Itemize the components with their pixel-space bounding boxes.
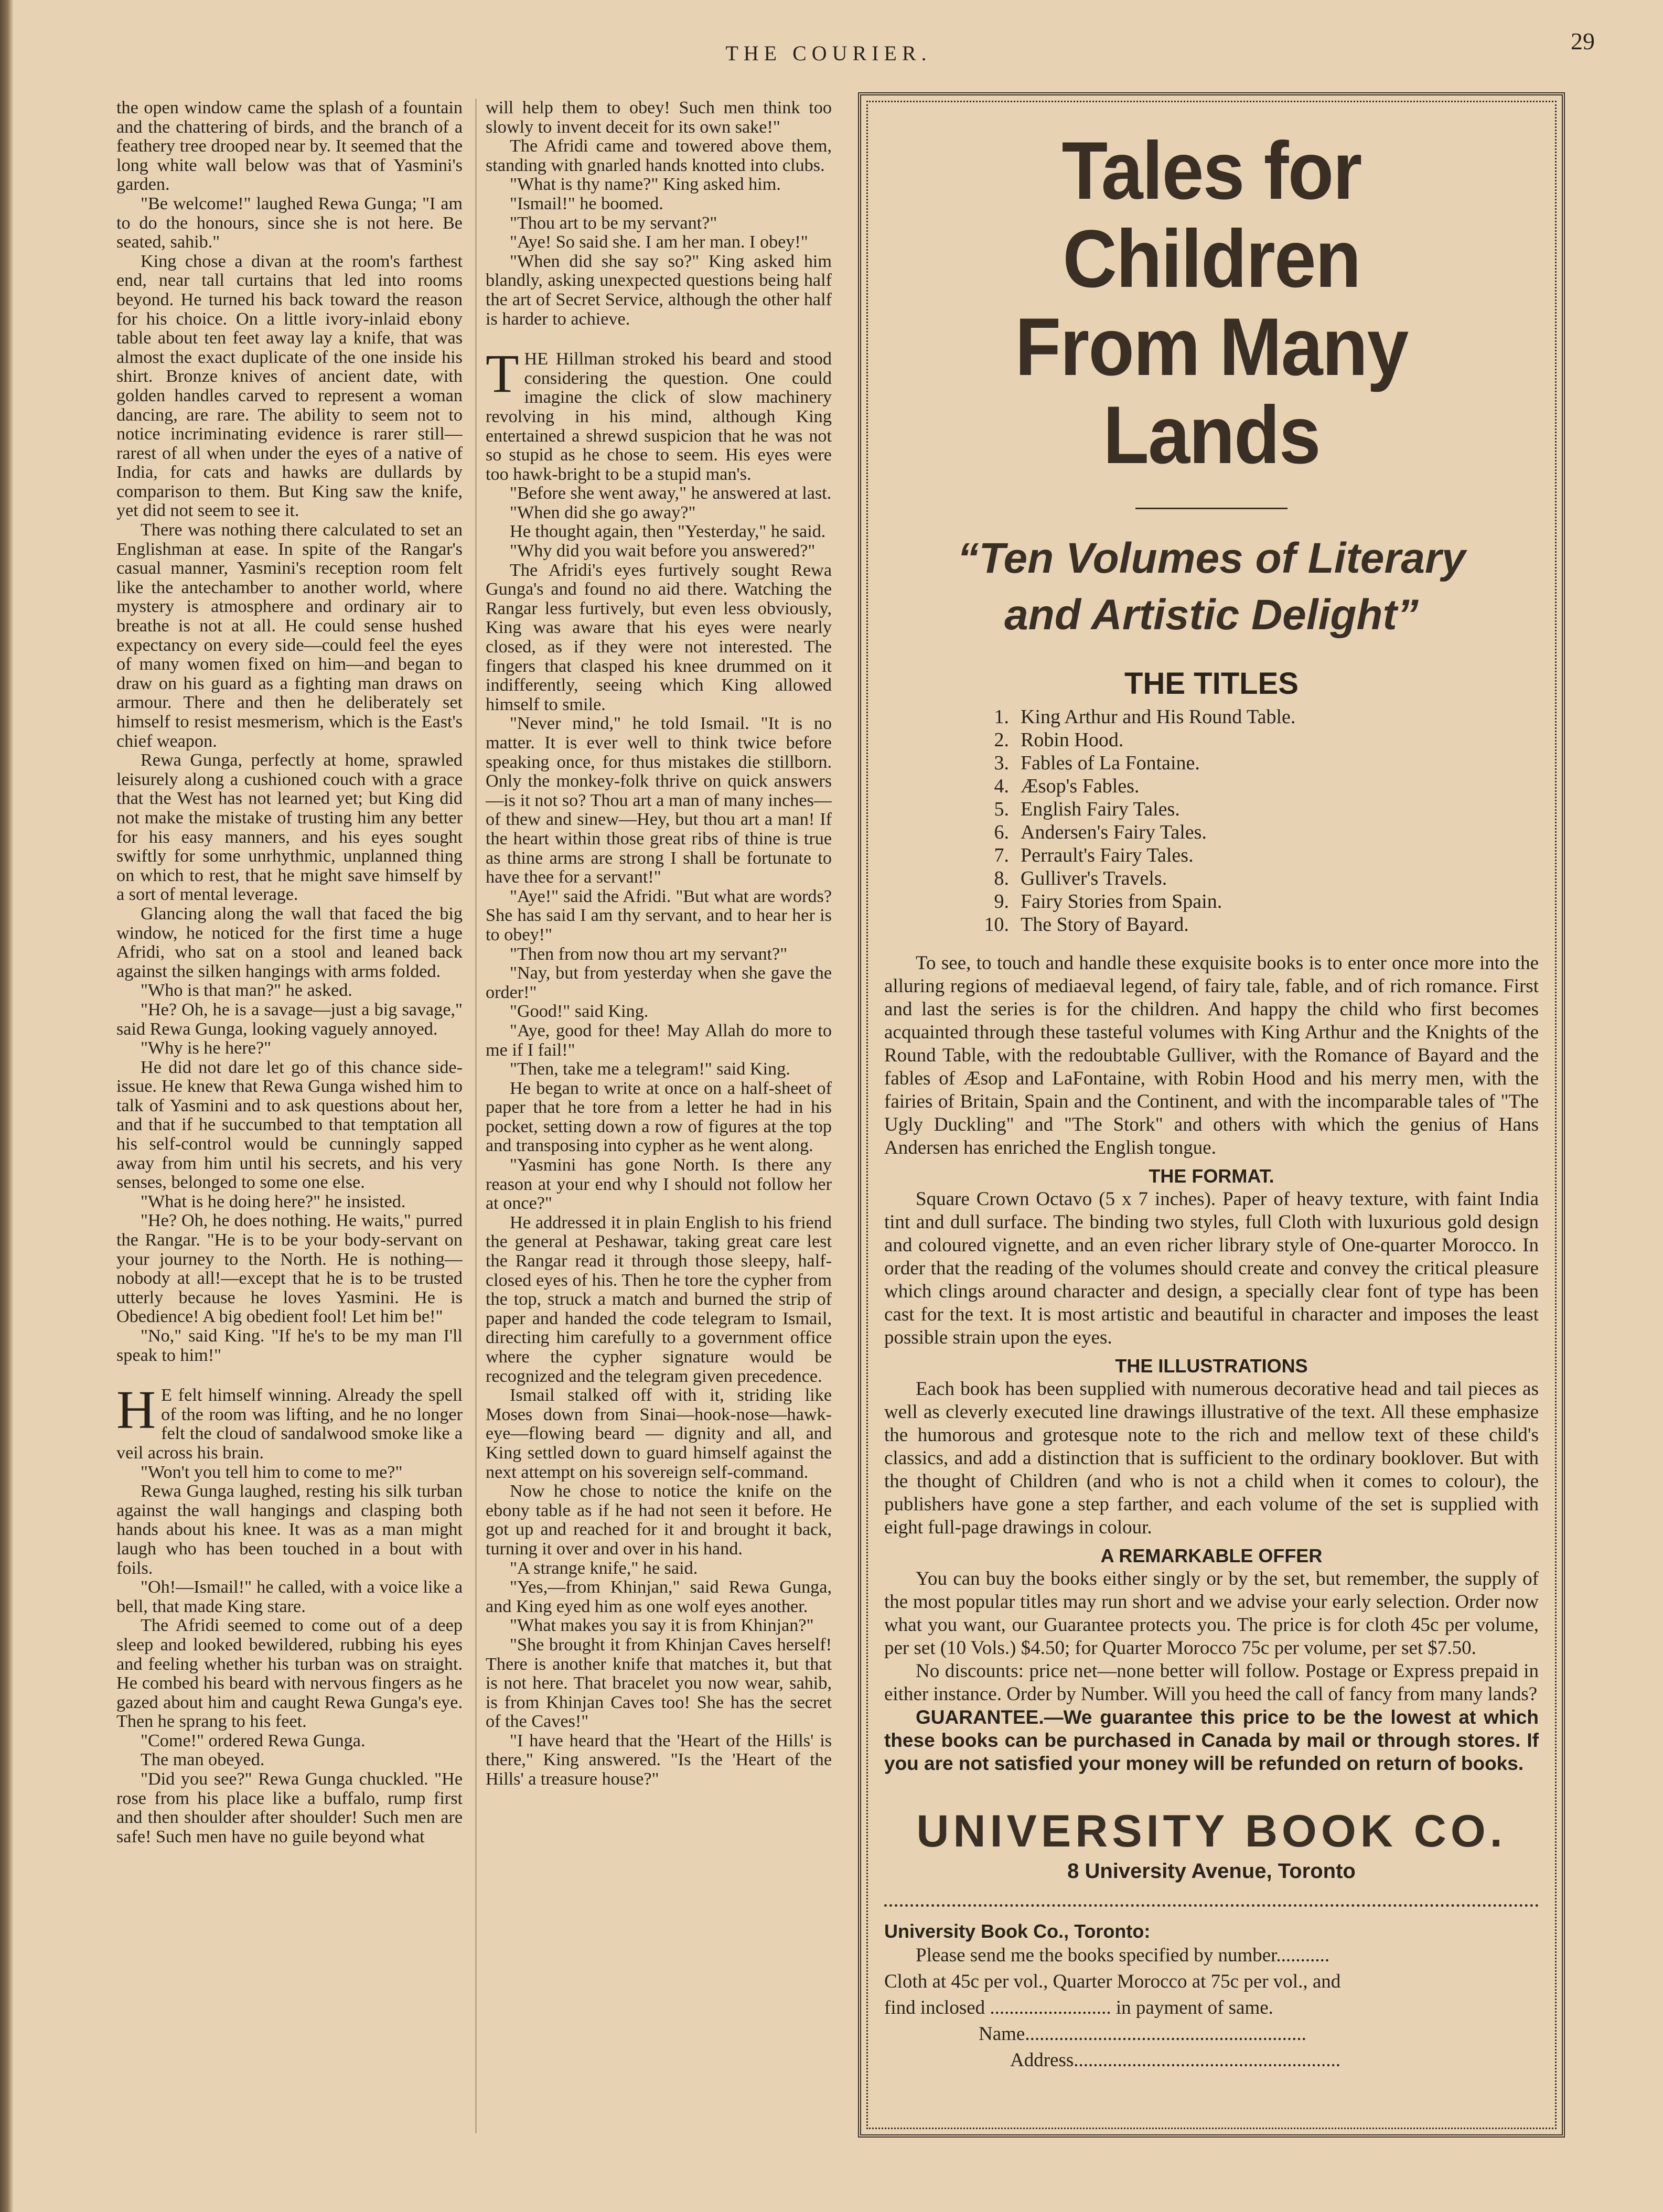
- title-item: [979, 867, 1539, 890]
- title-number: 10.: [984, 914, 1009, 936]
- story-paragraph: "No," said King. "If he's to be my man I'll speak to him!": [116, 1326, 463, 1365]
- story-column-2: [486, 99, 832, 2133]
- title-item: [979, 821, 1539, 844]
- illustrations-heading: THE ILLUSTRATIONS: [1115, 1355, 1308, 1377]
- story-paragraph: "Then from now thou art my servant?": [510, 944, 788, 964]
- story-paragraph: "He? Oh, he does nothing. He waits," purred the Rangar. "He is to be your body-servant on your journey to the North. He is nothing—nobody at all!—except that he is to be trusted utterly because he loves Yasmini. He is Obedience! A big obedient fool! Let him be!": [116, 1211, 463, 1327]
- story-paragraph: "Then, take me a telegram!" said King.: [510, 1059, 790, 1079]
- offer-heading: A REMARKABLE OFFER: [1100, 1545, 1323, 1566]
- story-paragraph: "A strange knife," he said.: [510, 1558, 698, 1578]
- title-number: 3.: [994, 752, 1009, 774]
- story-paragraph: "What is he doing here?" he insisted.: [141, 1191, 406, 1211]
- story-paragraph: will help them to obey! Such men think too slowly to invent deceit for its own sake!": [486, 99, 832, 137]
- title-number: 4.: [994, 775, 1009, 797]
- story-paragraph: The man obeyed.: [141, 1750, 265, 1770]
- story-paragraph: "What makes you say it is from Khinjan?": [510, 1616, 814, 1636]
- title-number: 8.: [994, 867, 1009, 889]
- publisher-name: UNIVERSITY BOOK CO.: [916, 1806, 1507, 1856]
- story-paragraph-text: E felt himself winning. Already the spell of the room was lifting, and he no longer felt the cloud of sandalwood smoke like a veil across his brain.: [116, 1386, 463, 1463]
- title-item: [979, 705, 1539, 728]
- story-paragraph: "Why is he here?": [141, 1038, 272, 1058]
- story-paragraph: "He? Oh, he is a savage—just a big savage," said Rewa Gunga, looking vaguely annoyed.: [116, 1000, 463, 1039]
- guarantee-text: GUARANTEE.—We guarantee this price to be the lowest at which these books can be purchased in Canada by mail or through stores. If you are not satisfied your money will be refunded on return of books.: [884, 1706, 1539, 1774]
- coupon-address-field[interactable]: Address.......................................................: [1010, 2049, 1341, 2071]
- format-text: Square Crown Octavo (5 x 7 inches). Paper of heavy texture, with faint India tint and dull surface. The binding two styles, full Cloth with luxurious gold design and coloured vignette, and an even richer library style of One-quarter Morocco. In order that the reading of the volumes should create and convey the critical pleasure which clings around character and design, a specially clear font of type has been cast for the text. It is most artistic and beautiful in character and imposes the least possible strain upon the eyes.: [884, 1188, 1539, 1348]
- ad-tagline-line-2: and Artistic Delight”: [1004, 591, 1419, 639]
- story-paragraph: "Why did you wait before you answered?": [510, 541, 816, 561]
- title-name: The Story of Bayard.: [1021, 914, 1189, 936]
- drop-cap: T: [486, 343, 519, 404]
- title-item: [979, 775, 1539, 798]
- story-paragraph: "When did she say so?" King asked him blandly, asking unexpected questions being half the art of Secret Service, although the other half is harder to achieve.: [486, 251, 832, 329]
- discount-text: No discounts: price net—none better will follow. Postage or Express prepaid in either instance. Order by Number. Will you heed the call of fancy from many lands?: [884, 1660, 1539, 1705]
- story-paragraph: the open window came the splash of a fountain and the chattering of birds, and the branch of a feathery tree drooped near by. It seemed that the long white wall below was that of Yasmini's garden.: [116, 99, 463, 195]
- story-paragraph: "Before she went away," he answered at last.: [510, 484, 832, 503]
- title-name: Gulliver's Travels.: [1021, 867, 1167, 889]
- story-paragraph: "Nay, but from yesterday when she gave the order!": [486, 963, 832, 1002]
- story-paragraph: "Ismail!" he boomed.: [510, 194, 663, 213]
- titles-list: [979, 705, 1539, 936]
- column-rule: [475, 99, 477, 2133]
- story-paragraph: "Be welcome!" laughed Rewa Gunga; "I am to do the honours, since she is not here. Be seated, sahib.": [116, 194, 463, 252]
- title-item: [979, 798, 1539, 821]
- story-paragraph: "Who is that man?" he asked.: [141, 981, 352, 1001]
- title-item: [979, 890, 1539, 913]
- story-paragraph: There was nothing there calculated to set an Englishman at ease. In spite of the Rangar's casual manner, Yasmini's reception room felt like the antechamber to another world, where mystery is atmosphere and ordinary air to breathe is not at all. He could sense hushed expectancy on every side—could feel the eyes of many women fixed on him—and began to draw on his guard as a fighting man draws on armour. There and then he deliberately set himself to resist mesmerism, which is the East's chief weapon.: [116, 520, 463, 751]
- ad-tagline: [884, 530, 1539, 643]
- story-paragraph: "Yes,—from Khinjan," said Rewa Gunga, and King eyed him as one wolf eyes another.: [486, 1577, 832, 1616]
- title-name: Æsop's Fables.: [1021, 775, 1140, 797]
- ad-title-line-1: Tales for Children: [1061, 125, 1361, 305]
- coupon-payment-line[interactable]: find inclosed ......................... in payment of same.: [884, 1997, 1273, 2018]
- story-paragraph: He began to write at once on a half-sheet of paper that he tore from a letter he had in his pocket, setting down a row of figures at the top and transposing into cypher as he went along.: [486, 1078, 832, 1156]
- title-number: 1.: [994, 706, 1009, 728]
- story-paragraph: The Afridi seemed to come out of a deep sleep and looked bewildered, rubbing his eyes and feeling whether his turban was on straight. He combed his beard with nervous fingers as he gazed about him and caught Rewa Gunga's eye. Then he sprang to his feet.: [116, 1616, 463, 1732]
- titles-heading: THE TITLES: [1124, 667, 1299, 701]
- story-paragraph: "Oh!—Ismail!" he called, with a voice like a bell, that made King stare.: [116, 1577, 463, 1616]
- story-paragraph: Rewa Gunga, perfectly at home, sprawled leisurely along a cushioned couch with a grace that the West has not learned yet; but King did not make the mistake of trusting him any better for his easy manners, and his eyes sought swiftly for some unrhythmic, unplanned thing on which to rest, that he might save himself by a sort of mental leverage.: [116, 750, 463, 905]
- story-paragraph: "Come!" ordered Rewa Gunga.: [141, 1731, 366, 1751]
- ad-intro: To see, to touch and handle these exquisite books is to enter once more into the alluring regions of mediaeval legend, of fairy tale, fable, and of rich romance. First and last the series is for the children. And happy the child who first becomes acquainted through these tasteful volumes with King Arthur and the Knights of the Round Table, with the redoubtable Gulliver, with the Romance of Bayard and the fables of Æsop and LaFontaine, with Robin Hood and his merry men, with the fairies of Britain, Spain and the Continent, and with the incomparable tales of "The Ugly Duckling" and "The Stork" and others with which the genius of Hans Andersen has enriched the English tongue.: [884, 952, 1539, 1158]
- story-paragraph: "Aye! So said she. I am her man. I obey!": [510, 232, 808, 252]
- story-paragraph: "Aye, good for thee! May Allah do more to me if I fail!": [486, 1021, 832, 1060]
- title-item: [979, 844, 1539, 867]
- section-opening-paragraph: [486, 343, 832, 484]
- title-number: 2.: [994, 729, 1009, 751]
- format-heading: THE FORMAT.: [1149, 1165, 1274, 1187]
- publisher-address: 8 University Avenue, Toronto: [1067, 1860, 1356, 1883]
- story-paragraph: The Afridi's eyes furtively sought Rewa Gunga's and found no aid there. Watching the Rangar less furtively, but even less obviously, King was aware that his eyes were nearly closed, as if they were not interested. The fingers that clasped his knee drummed on it indifferently, seeing which King allowed himself to smile.: [486, 560, 832, 714]
- story-paragraph: "I have heard that the 'Heart of the Hills' is there," King answered. "Is the 'Heart of the Hills' a treasure house?": [486, 1731, 832, 1789]
- offer-text: You can buy the books either singly or by the set, but remember, the supply of the most popular titles may run short and we advise your early selection. Order now what you want, our Guarantee protects you. The price is for cloth 45c per volume, per set (10 Vols.) $4.50; for Quarter Morocco 75c per volume, per set $7.50.: [884, 1568, 1539, 1659]
- running-head: THE COURIER.: [725, 41, 932, 65]
- story-paragraph: King chose a divan at the room's farthest end, near tall curtains that led into rooms beyond. He turned his back toward the reason for his choice. On a little ivory-inlaid ebony table about ten feet away lay a knife, that was almost the exact duplicate of the one inside his shirt. Bronze knives of ancient date, with golden handles carved to represent a woman dancing, are rare. The ability to seem not to notice incriminating evidence is rarer still—rarest of all when under the eyes of a native of India, for cats and hawks are dullards by comparison to them. But King saw the knife, yet did not seem to see it.: [116, 251, 463, 521]
- order-coupon[interactable]: [884, 1904, 1539, 2074]
- drop-cap: H: [116, 1380, 156, 1441]
- title-item: [979, 913, 1539, 936]
- story-paragraph: Ismail stalked off with it, striding like Moses down from Sinai—hook-nose—hawk-eye—flowing beard — dignity and all, and King settled down to guard himself against the next attempt on his sovereign self-command.: [486, 1386, 832, 1482]
- coupon-heading: University Book Co., Toronto:: [884, 1920, 1151, 1942]
- section-opening-paragraph: [116, 1380, 463, 1463]
- story-paragraph: "Won't you tell him to come to me?": [141, 1462, 403, 1482]
- story-paragraph: Rewa Gunga laughed, resting his silk turban against the wall hangings and clasping both hands about his knee. It was as a man might laugh who has been touched in a bout with foils.: [116, 1481, 463, 1578]
- title-name: Fairy Stories from Spain.: [1021, 890, 1222, 912]
- illustrations-text: Each book has been supplied with numerous decorative head and tail pieces as well as cleverly executed line drawings illustrative of the text. All these emphasize the humorous and grotesque note to the rich and mellow text of these child's classics, and add a distinction that is sufficient to the ordinary booklover. But with the thought of Children (and who is not a child when it comes to colour), the publishers have gone a step farther, and each volume of the set is supplied with eight full-page drawings in colour.: [884, 1378, 1539, 1538]
- title-number: 6.: [994, 821, 1009, 843]
- title-name: Robin Hood.: [1021, 729, 1124, 751]
- story-paragraph: "Never mind," he told Ismail. "It is no matter. It is ever well to think twice before speaking once, for thus mistakes die stillborn. Only the monkey-folk thrive on quick answers—is it not so? Thou art a man of many inches—of thew and sinew—Hey, but thou art a man! If the heart within those great ribs of thine is true as thine arms are strong I shall be fortunate to have thee for a servant!": [486, 714, 832, 887]
- title-name: Perrault's Fairy Tales.: [1021, 844, 1194, 866]
- story-paragraph: "Aye!" said the Afridi. "But what are words? She has said I am thy servant, and to hear her is to obey!": [486, 886, 832, 944]
- coupon-price-line: Cloth at 45c per vol., Quarter Morocco at 75c per vol., and: [884, 1971, 1341, 1992]
- story-paragraph: "Good!" said King.: [510, 1002, 649, 1022]
- story-paragraph: Now he chose to notice the knife on the ebony table as if he had not seen it before. He got up and reached for it and brought it back, turning it over and over in his hand.: [486, 1481, 832, 1559]
- story-paragraph: "Thou art to be my servant?": [510, 213, 717, 233]
- coupon-order-line[interactable]: Please send me the books specified by number...........: [916, 1945, 1330, 1966]
- story-paragraph: "Did you see?" Rewa Gunga chuckled. "He rose from his place like a buffalo, rump first and then shoulder after shoulder! Such men are safe! Such men have no guile beyond what: [116, 1769, 463, 1846]
- story-paragraph: "Yasmini has gone North. Is there any reason at your end why I should not follow her at once?": [486, 1155, 832, 1214]
- ad-title: [910, 127, 1512, 479]
- coupon-name-field[interactable]: Name..........................................................: [979, 2023, 1306, 2045]
- title-number: 5.: [994, 798, 1009, 820]
- book-advertisement: [858, 92, 1565, 2138]
- story-paragraph: Glancing along the wall that faced the big window, he noticed for the first time a huge Afridi, who sat on a stool and leaned back against the silken hangings with arms folded.: [116, 904, 463, 981]
- title-item: [979, 751, 1539, 775]
- story-paragraph: "When did she go away?": [510, 502, 696, 522]
- ad-divider: [1135, 508, 1288, 509]
- story-paragraph: He addressed it in plain English to his friend the general at Peshawar, taking great care lest the Rangar read it through those sleepy, half-closed eyes of his. Then he tore the cypher from the top, struck a match and burned the strip of paper and handed the code telegram to Ismail, directing him carefully to a government office where the cypher signature would be recognized and the telegram given precedence.: [486, 1212, 832, 1386]
- page-binding-edge: [0, 0, 14, 2212]
- title-name: King Arthur and His Round Table.: [1021, 706, 1296, 728]
- title-name: English Fairy Tales.: [1021, 798, 1180, 820]
- title-name: Andersen's Fairy Tales.: [1021, 821, 1207, 843]
- story-paragraph-text: HE Hillman stroked his beard and stood considering the question. One could imagine the click of slow machinery revolving in his mind, although King entertained a shrewd suspicion that he was not so stupid as he chose to seem. His eyes were too hawk-bright to be a stupid man's.: [486, 349, 832, 484]
- page-number: 29: [1571, 28, 1595, 55]
- story-paragraph: He did not dare let go of this chance side-issue. He knew that Rewa Gunga wished him to talk of Yasmini and to ask questions about her, and that if he succumbed to that temptation all his self-control would be cunningly sapped away from him until his secrets, and his very senses, belonged to some one else.: [116, 1057, 463, 1193]
- story-paragraph: The Afridi came and towered above them, standing with gnarled hands knotted into clubs.: [486, 136, 832, 175]
- ad-tagline-line-1: “Ten Volumes of Literary: [957, 534, 1466, 582]
- title-item: [979, 728, 1539, 751]
- story-paragraph: "She brought it from Khinjan Caves herself! There is another knife that matches it, but that is not here. That bracelet you now wear, sahib, is from Khinjan Caves too! She has the secret of the Caves!": [486, 1635, 832, 1732]
- story-column-1: [116, 99, 463, 2133]
- title-name: Fables of La Fontaine.: [1021, 752, 1200, 774]
- story-paragraph: "What is thy name?" King asked him.: [510, 175, 781, 195]
- ad-title-line-2: From Many Lands: [1015, 302, 1408, 481]
- title-number: 7.: [994, 844, 1009, 866]
- story-paragraph: He thought again, then "Yesterday," he said.: [510, 522, 826, 542]
- title-number: 9.: [994, 890, 1009, 912]
